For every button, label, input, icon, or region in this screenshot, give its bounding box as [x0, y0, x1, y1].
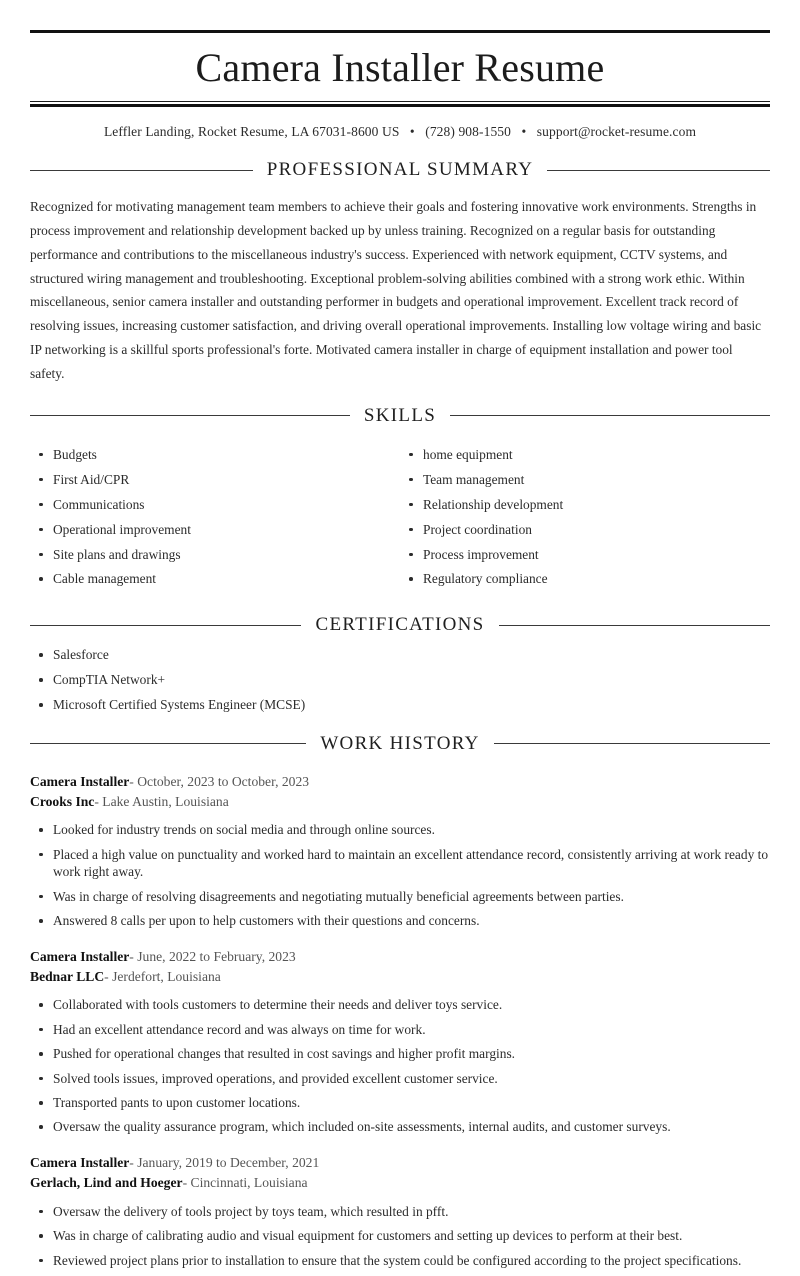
- job-bullets: [30, 1203, 770, 1269]
- heading-rule-right: [450, 415, 770, 416]
- job-separator: -: [182, 1175, 188, 1191]
- job-dates: June, 2022 to February, 2023: [137, 948, 296, 964]
- list-item: Cable management: [30, 570, 400, 587]
- page-title: Camera Installer Resume: [195, 45, 605, 90]
- list-item: Regulatory compliance: [400, 570, 770, 587]
- list-item: Project coordination: [400, 521, 770, 538]
- heading-rule-left: [30, 625, 301, 626]
- list-item: Oversaw the delivery of tools project by toys team, which resulted in pfft.: [30, 1203, 770, 1220]
- job-company-line: [30, 1173, 770, 1193]
- contact-phone: (728) 908-1550: [425, 124, 511, 139]
- list-item: Had an excellent attendance record and was always on time for work.: [30, 1021, 770, 1038]
- list-item: Relationship development: [400, 496, 770, 513]
- contact-separator-1: •: [409, 124, 415, 139]
- job-location: Jerdefort, Louisiana: [112, 968, 221, 984]
- job-dates: October, 2023 to October, 2023: [137, 773, 310, 789]
- contact-address: Leffler Landing, Rocket Resume, LA 67031-8600 US: [103, 124, 400, 139]
- list-item: Was in charge of calibrating audio and visual equipment for customers and setting up devices to perform at their best.: [30, 1227, 770, 1244]
- section-title: CERTIFICATIONS: [315, 614, 485, 636]
- heading-rule-right: [499, 625, 770, 626]
- job-company-line: [30, 967, 770, 987]
- list-item: Looked for industry trends on social media and through online sources.: [30, 821, 770, 838]
- job-separator: -: [129, 948, 134, 964]
- resume-page: [0, 30, 800, 1269]
- job-separator: -: [129, 773, 134, 789]
- list-item: First Aid/CPR: [30, 471, 400, 488]
- contact-email: support@rocket-resume.com: [536, 124, 697, 139]
- section-skills: [30, 405, 770, 596]
- list-item: Reviewed project plans prior to installation to ensure that the system could be configured according to the project specifications.: [30, 1252, 770, 1269]
- section-title: PROFESSIONAL SUMMARY: [266, 159, 534, 180]
- section-heading-work-history: [30, 733, 770, 755]
- job-company-line: [30, 792, 770, 812]
- certifications-list: [30, 646, 770, 713]
- contact-line: [30, 124, 770, 140]
- skills-column-left: [30, 446, 400, 596]
- job-separator: -: [94, 794, 99, 810]
- job-title: Camera Installer: [30, 948, 130, 964]
- heading-rule-right: [547, 170, 770, 171]
- job-separator: -: [129, 1154, 134, 1170]
- section-certifications: [30, 614, 770, 713]
- header-bottom-rule: [30, 101, 770, 107]
- job-title-line: [30, 772, 770, 792]
- list-item: Pushed for operational changes that resulted in cost savings and higher profit margins.: [30, 1045, 770, 1062]
- heading-rule-left: [30, 743, 306, 744]
- list-item: Oversaw the quality assurance program, which included on-site assessments, internal audits, and customer surveys.: [30, 1118, 770, 1135]
- skills-column-right: [400, 446, 770, 596]
- job-location: Lake Austin, Louisiana: [102, 794, 229, 810]
- list-item: Collaborated with tools customers to determine their needs and deliver toys service.: [30, 996, 770, 1013]
- job-title: Camera Installer: [30, 1154, 130, 1170]
- section-heading-professional-summary: [30, 159, 770, 181]
- list-item: Communications: [30, 496, 400, 513]
- job-title-line: [30, 947, 770, 967]
- list-item: Site plans and drawings: [30, 546, 400, 563]
- section-heading-certifications: [30, 614, 770, 636]
- job-dates: January, 2019 to December, 2021: [137, 1154, 320, 1170]
- work-history-entry: [30, 772, 770, 930]
- section-work-history: [30, 733, 770, 1269]
- list-item: Team management: [400, 471, 770, 488]
- heading-rule-left: [30, 170, 253, 171]
- job-separator: -: [104, 968, 109, 984]
- section-professional-summary: [30, 159, 770, 386]
- list-item: CompTIA Network+: [30, 671, 770, 688]
- job-location: Cincinnati, Louisiana: [190, 1175, 308, 1191]
- list-item: Budgets: [30, 446, 400, 463]
- list-item: Placed a high value on punctuality and worked hard to maintain an excellent attendance record, consistently arriving at work ready to work right away.: [30, 846, 770, 881]
- list-item: Answered 8 calls per upon to help customers with their questions and concerns.: [30, 912, 770, 929]
- work-history-entry: [30, 1153, 770, 1269]
- list-item: Transported pants to upon customer locations.: [30, 1094, 770, 1111]
- section-heading-skills: [30, 405, 770, 427]
- list-item: Process improvement: [400, 546, 770, 563]
- list-item: home equipment: [400, 446, 770, 463]
- job-company: Crooks Inc: [30, 794, 95, 810]
- list-item: Operational improvement: [30, 521, 400, 538]
- list-item: Solved tools issues, improved operations, and provided excellent customer service.: [30, 1070, 770, 1087]
- header-top-rule: [30, 30, 770, 33]
- job-bullets: [30, 821, 770, 929]
- heading-rule-right: [494, 743, 770, 744]
- job-title: Camera Installer: [30, 773, 130, 789]
- work-history-entry: [30, 947, 770, 1136]
- section-title: WORK HISTORY: [320, 732, 480, 754]
- list-item: Microsoft Certified Systems Engineer (MCSE): [30, 696, 770, 713]
- section-title: SKILLS: [363, 404, 437, 426]
- list-item: Salesforce: [30, 646, 770, 663]
- job-title-line: [30, 1153, 770, 1173]
- job-company: Gerlach, Lind and Hoeger: [30, 1175, 183, 1191]
- summary-paragraph: Recognized for motivating management team members to achieve their goals and fostering innovative work environments. Strengths in process improvement and relationship development backed up by unless training. Recognized on a regular basis for outstanding performance and contributions to the miscellaneous industry's success. Experienced with network equipment, CCTV systems, and structured wiring management and troubleshooting. Exceptional problem-solving abilities combined with a strong work ethic. Within miscellaneous, senior camera installer and outstanding performer in budgets and operational improvement. Excellent track record of resolving issues, increasing customer satisfaction, and driving overall operational improvements. Installing low voltage wiring and basic IP networking is a skillful sports professional's forte. Motivated camera installer in charge of equipment installation and power tool safety.: [30, 199, 762, 382]
- contact-separator-2: •: [521, 124, 527, 139]
- job-company: Bednar LLC: [30, 968, 105, 984]
- job-bullets: [30, 996, 770, 1136]
- skills-columns: [30, 436, 770, 596]
- heading-rule-left: [30, 415, 350, 416]
- list-item: Was in charge of resolving disagreements and negotiating mutually beneficial agreements between parties.: [30, 888, 770, 905]
